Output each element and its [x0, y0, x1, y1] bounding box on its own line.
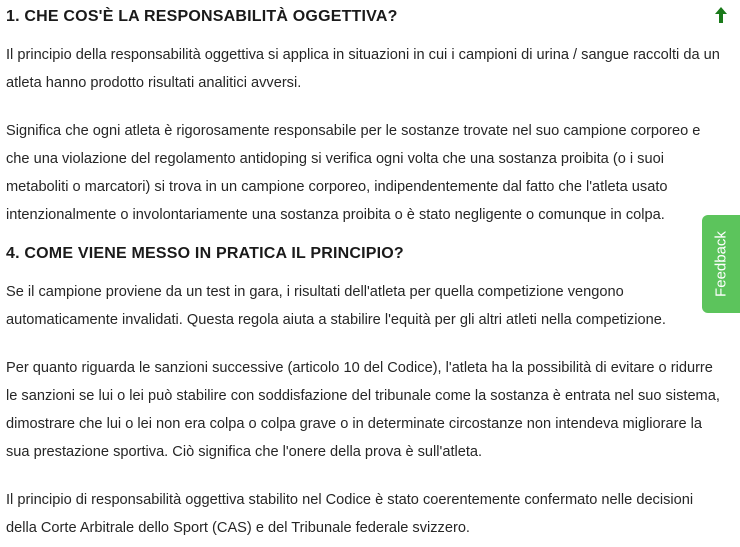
arrow-up-icon[interactable]: [713, 6, 729, 24]
paragraph-strict-liability-intro: Il principio della responsabilità oggettiva si applica in situazioni in cui i campioni di urina / sangue raccolti da un atleta hanno prodotto risultati analitici avversi.: [6, 47, 720, 91]
feedback-tab[interactable]: [702, 215, 740, 313]
feedback-label: Feedback: [712, 231, 730, 297]
section-title-principle-in-practice: 4. COME VIENE MESSO IN PRATICA IL PRINCIPIO?: [6, 245, 404, 262]
paragraph-sanctions: Per quanto riguarda le sanzioni successive (articolo 10 del Codice), l'atleta ha la possibilità di evitare o ridurre le sanzioni se lui o lei può stabilire con soddisfazione del tribunale come la sostanza è entrata nel suo sistema, dimostrare che lui o lei non era colpa o colpa grave o in determinate circostanze non intendeva migliorare la sua prestazione sportiva. Ciò significa che l'onere della prova è sull'atleta.: [6, 360, 720, 460]
paragraph-strict-liability-meaning: Significa che ogni atleta è rigorosamente responsabile per le sostanze trovate nel suo campione corporeo e che una violazione del regolamento antidoping si verifica ogni volta che una sostanza proibita (o i suoi metaboliti o marcatori) si trova in un campione corporeo, indipendentemente dal fatto che l'atleta usato intenzionalmente o involontariamente una sostanza proibita o è stato negligente o comunque in colpa.: [6, 123, 701, 223]
paragraph-in-competition-results: Se il campione proviene da un test in gara, i risultati dell'atleta per quella competizione vengono automaticamente invalidati. Questa regola aiuta a stabilire l'equità per gli altri atleti nella competizione.: [6, 284, 666, 328]
section-title-strict-liability: 1. CHE COS'È LA RESPONSABILITÀ OGGETTIVA?: [6, 8, 398, 25]
paragraph-cas-confirmation: Il principio di responsabilità oggettiva stabilito nel Codice è stato coerentemente confermato nelle decisioni della Corte Arbitrale dello Sport (CAS) e del Tribunale federale svizzero.: [6, 492, 694, 536]
